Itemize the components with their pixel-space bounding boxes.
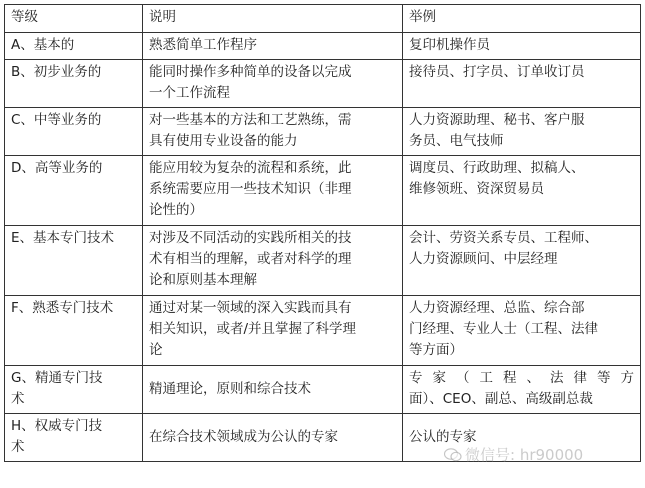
cell-line: 调度员、行政助理、拟稿人、 — [409, 160, 585, 176]
cell-line: A、基本的 — [11, 37, 75, 53]
cell-line: 对一些基本的方法和工艺熟练，需 — [149, 112, 352, 128]
level-cell — [5, 296, 143, 366]
level-cell — [5, 156, 143, 226]
header-examples: 举例 — [403, 5, 641, 33]
description-cell — [143, 296, 403, 366]
cell-line: 术 — [11, 391, 25, 407]
cell-line: 系统需要应用一些技术知识（非理 — [149, 181, 352, 197]
description-cell — [143, 156, 403, 226]
cell-line: E、基本专门技术 — [11, 230, 115, 246]
cell-line: H、权威专门技 — [11, 418, 103, 434]
cell-line: 术 — [11, 439, 25, 455]
examples-cell — [403, 33, 641, 60]
cell-line: G、精通专门技 — [11, 370, 103, 386]
examples-cell — [403, 60, 641, 108]
cell-line: 门经理、专业人士（工程、法律 — [409, 321, 598, 337]
cell-line: 论性的） — [149, 202, 203, 218]
examples-cell — [403, 414, 641, 462]
cell-line: 对涉及不同活动的实践所相关的技 — [149, 230, 352, 246]
level-cell — [5, 366, 143, 414]
header-description: 说明 — [143, 5, 403, 33]
cell-line: 精通理论，原则和综合技术 — [149, 380, 311, 397]
cell-line: 会计、劳资关系专员、工程师、 — [409, 230, 598, 246]
cell-line: 术有相当的理解，或者对科学的理 — [149, 251, 352, 267]
cell-line: 公认的专家 — [409, 428, 477, 445]
description-cell — [143, 366, 403, 414]
level-cell — [5, 108, 143, 156]
cell-line: 一个工作流程 — [149, 85, 230, 101]
cell-line: 论和原则基本理解 — [149, 272, 257, 288]
table-row — [5, 366, 641, 414]
header-level: 等级 — [5, 5, 143, 33]
examples-cell — [403, 366, 641, 414]
table-row — [5, 296, 641, 366]
examples-cell — [403, 108, 641, 156]
cell-line: 人力资源顾问、中层经理 — [409, 251, 558, 267]
cell-line: 论 — [149, 342, 163, 358]
table-row — [5, 33, 641, 60]
cell-line: 通过对某一领域的深入实践而具有 — [149, 300, 352, 316]
cell-line: 熟悉简单工作程序 — [149, 37, 257, 53]
table-body — [5, 33, 641, 462]
watermark-text: 微信号: hr90000 — [465, 446, 584, 464]
level-cell — [5, 414, 143, 462]
description-cell — [143, 60, 403, 108]
cell-line: 人力资源经理、总监、综合部 — [409, 300, 585, 316]
cell-line: 在综合技术领域成为公认的专家 — [149, 428, 338, 445]
table-row — [5, 156, 641, 226]
level-cell — [5, 60, 143, 108]
examples-cell — [403, 156, 641, 226]
job-level-table — [4, 4, 641, 462]
table-row — [5, 414, 641, 462]
cell-line: F、熟悉专门技术 — [11, 300, 114, 316]
cell-line: 接待员、打字员、订单收订员 — [409, 64, 585, 80]
cell-line: D、高等业务的 — [11, 160, 103, 176]
table-row — [5, 60, 641, 108]
cell-line: 务员、电气技师 — [409, 133, 504, 149]
cell-line: 复印机操作员 — [409, 37, 490, 53]
level-cell — [5, 226, 143, 296]
description-cell — [143, 414, 403, 462]
cell-line: 能应用较为复杂的流程和系统，此 — [149, 160, 352, 176]
cell-line: 人力资源助理、秘书、客户服 — [409, 112, 585, 128]
description-cell — [143, 33, 403, 60]
cell-line: 等方面） — [409, 342, 463, 358]
cell-line: 专家（工程、法律等方 — [409, 370, 634, 386]
table-row — [5, 108, 641, 156]
description-cell — [143, 226, 403, 296]
cell-line: 能同时操作多种简单的设备以完成 — [149, 64, 352, 80]
examples-cell — [403, 296, 641, 366]
cell-line: 相关知识，或者/并且掌握了科学理 — [149, 321, 357, 337]
cell-line: 维修领班、资深贸易员 — [409, 181, 544, 197]
cell-line: C、中等业务的 — [11, 112, 102, 128]
cell-line: 面）、CEO、副总、高级副总裁 — [409, 391, 593, 407]
table-row — [5, 226, 641, 296]
examples-cell — [403, 226, 641, 296]
table-header-row — [5, 5, 641, 33]
cell-line: B、初步业务的 — [11, 64, 102, 80]
cell-line: 具有使用专业设备的能力 — [149, 133, 298, 149]
description-cell — [143, 108, 403, 156]
level-cell — [5, 33, 143, 60]
